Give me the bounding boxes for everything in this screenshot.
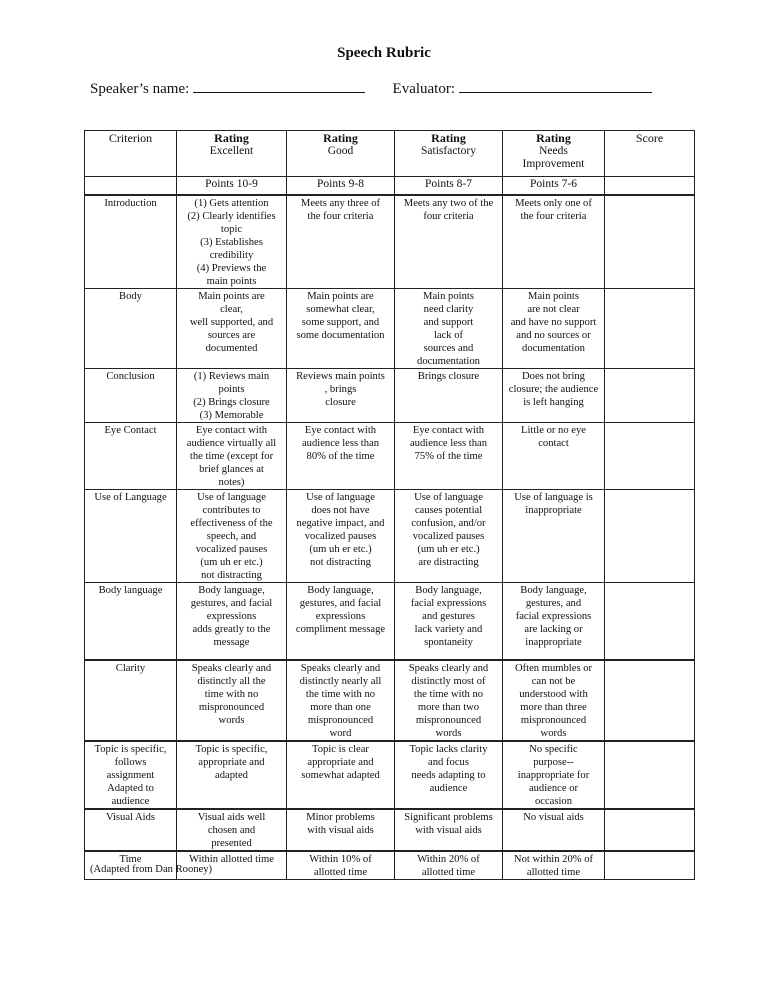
rating-cell: Significant problems with visual aids [395, 809, 503, 851]
criterion-cell: Use of Language [85, 489, 177, 582]
name-fields [90, 80, 652, 98]
rating-cell: Topic is clear appropriate and somewhat adapted [287, 741, 395, 809]
table-row [85, 582, 695, 660]
points-cell: Points 10-9 [177, 177, 287, 195]
rating-cell: Main points need clarity and support lack of sources and documentation [395, 288, 503, 368]
rating-label: Rating [431, 131, 466, 145]
score-cell[interactable] [605, 288, 695, 368]
points-cell: Points 7-6 [503, 177, 605, 195]
score-header: Score [605, 131, 695, 177]
rating-cell: Use of language is inappropriate [503, 489, 605, 582]
rating-cell: Minor problems with visual aids [287, 809, 395, 851]
rating-header-excellent [177, 131, 287, 177]
table-row [85, 741, 695, 809]
rating-cell: No visual aids [503, 809, 605, 851]
rating-cell: Main points are not clear and have no support and no sources or documentation [503, 288, 605, 368]
score-cell[interactable] [605, 809, 695, 851]
rubric-body [85, 195, 695, 880]
rating-cell: Topic is specific, appropriate and adapted [177, 741, 287, 809]
rating-cell: Often mumbles or can not be understood with more than three mispronounced words [503, 660, 605, 741]
rating-cell: Body language, facial expressions and gestures lack variety and spontaneity [395, 582, 503, 660]
score-cell[interactable] [605, 489, 695, 582]
rating-cell: Reviews main points , brings closure [287, 368, 395, 422]
rating-cell: Eye contact with audience virtually all the time (except for brief glances at notes) [177, 422, 287, 489]
table-row [85, 368, 695, 422]
criterion-cell: Introduction [85, 195, 177, 289]
score-cell[interactable] [605, 422, 695, 489]
rating-label: Rating [214, 131, 249, 145]
rubric-table [84, 130, 695, 880]
table-row [85, 489, 695, 582]
header-row [85, 131, 695, 177]
rating-cell: Main points are clear, well supported, and sources are documented [177, 288, 287, 368]
rating-cell: Within 20% of allotted time [395, 851, 503, 880]
rating-label: Rating [536, 131, 571, 145]
criterion-cell: Topic is specific, follows assignment Adapted to audience [85, 741, 177, 809]
level-label: Needs Improvement [522, 145, 585, 170]
rating-cell: Speaks clearly and distinctly nearly all the time with no more than one mispronounced word [287, 660, 395, 741]
points-row [85, 177, 695, 195]
score-cell[interactable] [605, 582, 695, 660]
criterion-cell: Clarity [85, 660, 177, 741]
evaluator-blank[interactable] [459, 80, 652, 93]
rating-cell: Meets any three of the four criteria [287, 195, 395, 289]
speaker-name-label: Speaker’s name: [90, 81, 190, 97]
level-label: Excellent [209, 145, 254, 157]
rating-cell: Main points are somewhat clear, some support, and some documentation [287, 288, 395, 368]
rating-cell: Meets any two of the four criteria [395, 195, 503, 289]
rating-cell: Topic lacks clarity and focus needs adapting to audience [395, 741, 503, 809]
rating-cell: Brings closure [395, 368, 503, 422]
rating-label: Rating [323, 131, 358, 145]
level-label: Satisfactory [421, 145, 476, 157]
criterion-header: Criterion [85, 131, 177, 177]
criterion-cell: Body [85, 288, 177, 368]
table-row [85, 422, 695, 489]
rating-cell: Speaks clearly and distinctly most of the time with no more than two mispronounced words [395, 660, 503, 741]
points-empty-cell [605, 177, 695, 195]
rating-cell: Body language, gestures, and facial expressions are lacking or inappropriate [503, 582, 605, 660]
score-cell[interactable] [605, 195, 695, 289]
rating-cell: No specific purpose-- inappropriate for audience or occasion [503, 741, 605, 809]
score-cell[interactable] [605, 660, 695, 741]
rating-cell: Visual aids well chosen and presented [177, 809, 287, 851]
rating-cell: Use of language causes potential confusion, and/or vocalized pauses (um uh er etc.) are distracting [395, 489, 503, 582]
criterion-cell: Body language [85, 582, 177, 660]
table-row [85, 195, 695, 289]
table-row [85, 809, 695, 851]
rating-header-satisfactory [395, 131, 503, 177]
rating-cell: Use of language does not have negative impact, and vocalized pauses (um uh er etc.) not distracting [287, 489, 395, 582]
footer-credit: (Adapted from Dan Rooney) [90, 864, 213, 875]
rating-cell: Body language, gestures, and facial expressions compliment message [287, 582, 395, 660]
score-cell[interactable] [605, 368, 695, 422]
points-cell: Points 8-7 [395, 177, 503, 195]
rating-cell: Little or no eye contact [503, 422, 605, 489]
rating-header-needs-improvement [503, 131, 605, 177]
points-cell: Points 9-8 [287, 177, 395, 195]
score-cell[interactable] [605, 851, 695, 880]
speaker-name-blank[interactable] [193, 80, 365, 93]
points-empty-cell [85, 177, 177, 195]
rating-cell: Speaks clearly and distinctly all the time with no mispronounced words [177, 660, 287, 741]
rating-cell: Does not bring closure; the audience is left hanging [503, 368, 605, 422]
rating-cell: Use of language contributes to effectiveness of the speech, and vocalized pauses (um uh er etc.) not distracting [177, 489, 287, 582]
rating-cell: Not within 20% of allotted time [503, 851, 605, 880]
criterion-cell: Time [85, 851, 177, 880]
document-title: Speech Rubric [337, 45, 431, 61]
rating-cell: Meets only one of the four criteria [503, 195, 605, 289]
rating-cell: (1) Gets attention (2) Clearly identifies topic (3) Establishes credibility (4) Previews the main points [177, 195, 287, 289]
rating-cell: Eye contact with audience less than 75% of the time [395, 422, 503, 489]
table-row [85, 660, 695, 741]
rating-header-good [287, 131, 395, 177]
criterion-cell: Eye Contact [85, 422, 177, 489]
rating-cell: (1) Reviews main points (2) Brings closure (3) Memorable [177, 368, 287, 422]
score-cell[interactable] [605, 741, 695, 809]
rating-cell: Body language, gestures, and facial expressions adds greatly to the message [177, 582, 287, 660]
level-label: Good [327, 145, 354, 157]
table-row [85, 288, 695, 368]
evaluator-label: Evaluator: [392, 81, 456, 97]
criterion-cell: Visual Aids [85, 809, 177, 851]
criterion-cell: Conclusion [85, 368, 177, 422]
rating-cell: Within allotted time [177, 851, 287, 880]
rating-cell: Within 10% of allotted time [287, 851, 395, 880]
rating-cell: Eye contact with audience less than 80% of the time [287, 422, 395, 489]
